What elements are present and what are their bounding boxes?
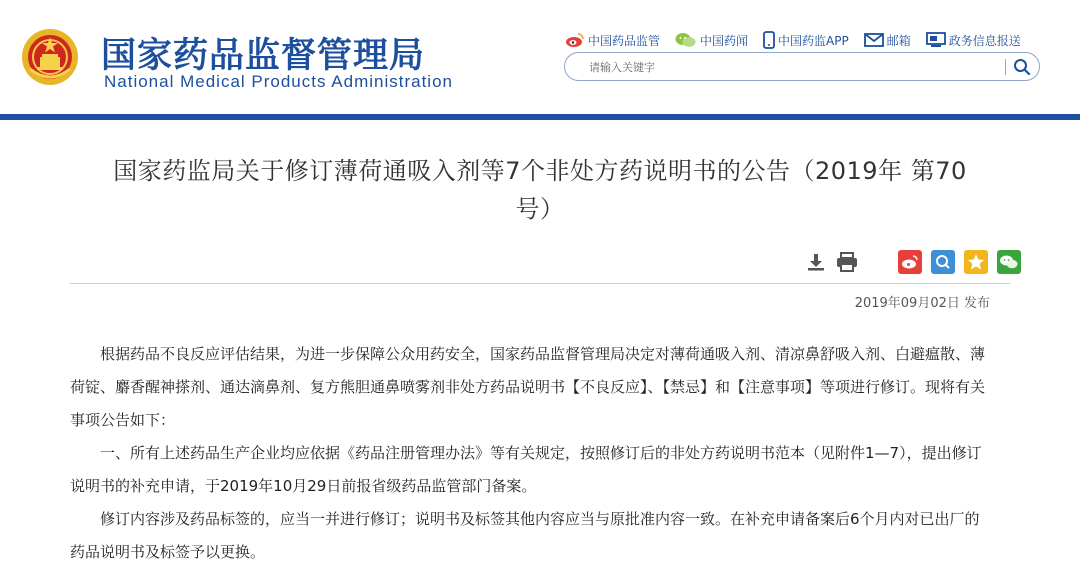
share-weibo-button[interactable] [898, 250, 922, 274]
search-input[interactable] [587, 58, 991, 77]
weibo-icon [565, 32, 585, 48]
download-icon [806, 252, 826, 272]
title-line-1: 国家药监局关于修订薄荷通吸入剂等7个非处方药说明书的公告（2019年 第70 [113, 157, 967, 185]
share-wechat-button[interactable] [997, 250, 1021, 274]
title-line-2: 号） [515, 195, 565, 223]
site-name-en[interactable]: National Medical Products Administration [104, 72, 453, 91]
toplink-weibo[interactable] [565, 32, 660, 49]
publish-date: 2019年09月02日 发布 [854, 296, 990, 311]
site-name-cn[interactable]: 国家药品监督管理局 [101, 36, 426, 76]
print-button[interactable] [836, 251, 858, 273]
download-button[interactable] [805, 251, 827, 273]
wechat-icon [675, 32, 697, 48]
weibo-share-icon [901, 254, 919, 270]
phone-icon [763, 31, 775, 49]
qq-share-icon [934, 253, 952, 271]
national-emblem-icon [20, 27, 80, 87]
toplink-label: 中国药监APP [778, 33, 849, 48]
paragraph: 修订内容涉及药品标签的，应当一并进行修订；说明书及标签其他内容应当与原批准内容一致。在补充申请备案后6个月内对已出厂的药品说明书及标签予以更换。 [70, 510, 980, 561]
toplink-label: 中国药品监管 [588, 33, 661, 48]
article-toolbar [805, 250, 1021, 274]
share-qq-button[interactable] [931, 250, 955, 274]
toplink-mail[interactable] [864, 32, 911, 49]
toplink-report[interactable] [926, 32, 1021, 49]
mail-icon [864, 33, 884, 47]
toplink-wechat[interactable] [675, 32, 748, 49]
search-icon[interactable] [1012, 57, 1032, 77]
monitor-icon [926, 32, 946, 48]
site-header [0, 0, 1080, 116]
toplink-label: 政务信息报送 [948, 33, 1021, 48]
paragraph: 一、所有上述药品生产企业均应依据《药品注册管理办法》等有关规定，按照修订后的非处方药说明书范本（见附件1—7），提出修订说明书的补充申请，于2019年10月29日前报省级药品监管部门备案。 [70, 444, 982, 495]
search-divider [1005, 59, 1006, 75]
article-title [70, 152, 1010, 228]
qzone-share-icon [967, 253, 985, 271]
toplink-app[interactable] [763, 31, 849, 49]
header-divider-bar [0, 114, 1080, 120]
print-icon [836, 252, 858, 272]
title-divider [70, 283, 1010, 284]
share-qzone-button[interactable] [964, 250, 988, 274]
search-box [564, 52, 1040, 81]
top-links [565, 30, 1021, 50]
article-body [70, 338, 990, 569]
wechat-share-icon [999, 254, 1019, 270]
toplink-label: 邮箱 [886, 33, 911, 48]
paragraph: 根据药品不良反应评估结果，为进一步保障公众用药安全，国家药品监督管理局决定对薄荷通吸入剂、清凉鼻舒吸入剂、白避瘟散、薄荷锭、麝香醒神搽剂、通达滴鼻剂、复方熊胆通鼻喷雾剂非处方药品说明书【不良反应】、【禁忌】和【注意事项】等项进行修订。现将有关事项公告如下： [70, 345, 986, 429]
toplink-label: 中国药闻 [700, 33, 749, 48]
